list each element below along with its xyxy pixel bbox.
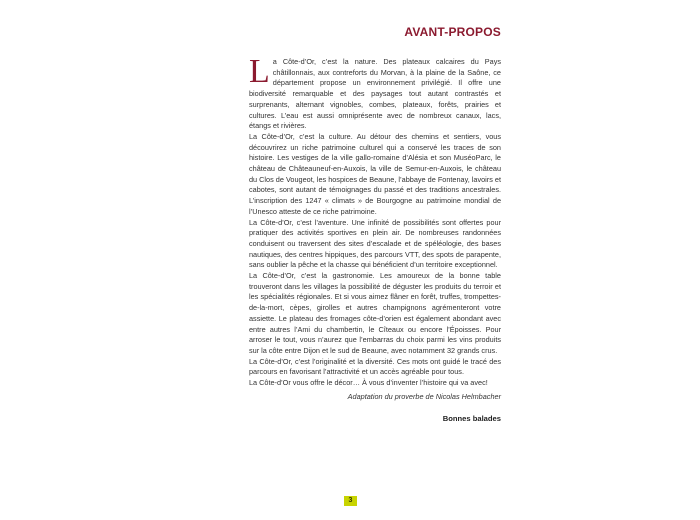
attribution: Adaptation du proverbe de Nicolas Helmbacher [347,392,501,401]
intro-text: a Côte-d’Or, c’est la nature. Des plateaux calcaires du Pays châtillonnais, aux contreforts du Morvan, à la plaine de la Saône, ce département propose un environnement privilégié. Il offre une biodiversité remarquable et des paysages tout autant contrastés et surprenants, alternant vignobles, combes, plateaux, forêts, prairies et cultures. L’eau est aussi omniprésente avec de nombreux canaux, lacs, étangs et rivières. [249,57,501,131]
paragraph-gastronomy: La Côte-d’Or, c’est la gastronomie. Les amoureux de la bonne table trouveront dans les villages la possibilité de déguster les produits du terroir et les spécialités régionales. Et si vous aimez flâner en forêt, truffes, trompettes-de-la-mort, cèpes, girolles et autres champignons agrémenteront votre assiette. Le plateau des fromages côte-d’orien est également abondant avec entre autres l’Ami du chambertin, le Cîteaux ou encore l’Époisses. Pour arroser le tout, vous n’aurez que l’embarras du choix parmi les vins produits sur la côte entre Dijon et le sud de Beaune, avec notamment 32 grands crus. [249,271,501,355]
paragraph-culture: La Côte-d’Or, c’est la culture. Au détour des chemins et sentiers, vous découvrirez un riche patrimoine culturel qui a conservé les traces de son histoire. Les vestiges de la ville gallo-romaine d’Alésia et son MuséoParc, le château de Châteauneuf-en-Auxois, la ville de Semur-en-Auxois, le château du Clos de Vougeot, les hospices de Beaune, l’abbaye de Fontenay, lavoirs et cabotes, sont autant de témoignages du passé et des traditions ancestrales. L’inscription des 1247 « climats » de Bourgogne au patrimoine mondial de l’Unesco atteste de ce riche patrimoine. [249,131,501,216]
paragraph-closing: La Côte-d’Or vous offre le décor… À vous d’inventer l’histoire qui va avec! [249,378,488,388]
page-title: AVANT-PROPOS [404,25,501,39]
drop-cap: L [249,53,270,90]
paragraph-adventure: La Côte-d’Or, c’est l’aventure. Une infinité de possibilités sont offertes pour pratiquer des activités sportives en plein air. De nombreuses randonnées conduisent ou traversent des sites d’escalade et de spéléologie, des bases nautiques, des centres hippiques, des parcours VTT, des spots de parapente, sans oublier la pêche et la chasse qui bénéficient d’un territoire exceptionnel. [249,217,501,270]
paragraph-originality: La Côte-d’Or, c’est l’originalité et la diversité. Ces mots ont guidé le tracé des parcours en favorisant l’attractivité et un accès agréable pour tous. [249,356,501,377]
foreword-body [249,53,501,389]
closing-wish: Bonnes balades [442,414,501,423]
intro-paragraph [249,53,501,132]
page-number-badge: 3 [344,496,357,506]
